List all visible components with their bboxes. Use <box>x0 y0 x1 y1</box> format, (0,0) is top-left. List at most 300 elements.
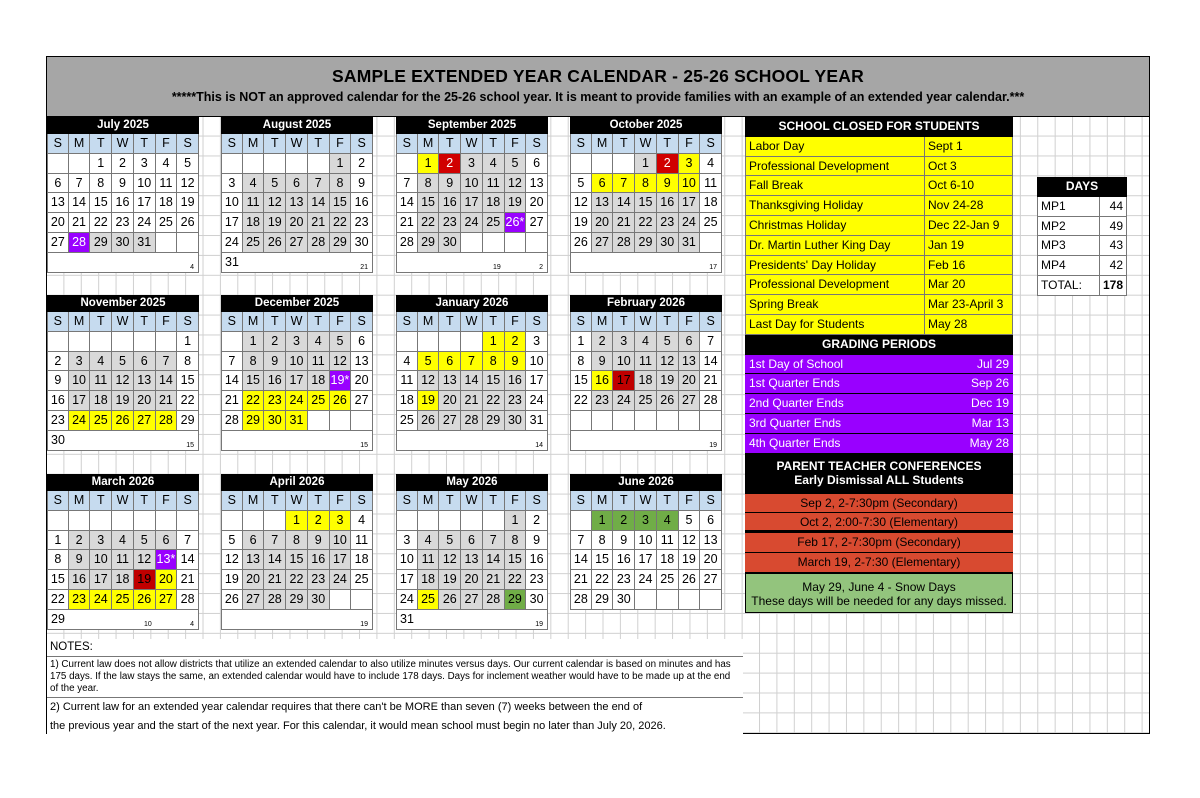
conference-row: Oct 2, 2:00-7:30 (Elementary) <box>745 513 1013 533</box>
day-cell: 2 <box>112 154 134 174</box>
month-grid <box>570 134 722 253</box>
day-cell: 9 <box>592 352 614 372</box>
day-cell <box>330 590 352 610</box>
school-day-count: 15 <box>360 441 368 449</box>
day-cell: 12 <box>570 193 592 213</box>
day-cell: 20 <box>351 371 373 391</box>
day-cell: 4 <box>112 531 134 551</box>
day-cell <box>69 511 91 531</box>
day-cell <box>308 154 330 174</box>
day-cell: 12 <box>134 550 156 570</box>
day-cell: 10 <box>679 174 701 194</box>
month-title: May 2026 <box>396 474 548 491</box>
day-cell: 4 <box>700 154 722 174</box>
day-cell: 25 <box>418 590 440 610</box>
day-cell: 25 <box>657 570 679 590</box>
day-cell: 20 <box>526 193 548 213</box>
day-cell: 20 <box>243 570 265 590</box>
day-cell: 6 <box>439 352 461 372</box>
day-cell: 16 <box>505 371 527 391</box>
closed-row <box>745 295 1013 315</box>
day-cell: 8 <box>505 531 527 551</box>
day-cell: 15 <box>418 193 440 213</box>
day-cell: 1 <box>483 332 505 352</box>
grading-event: 1st Day of School <box>749 356 844 371</box>
day-cell: 12 <box>439 550 461 570</box>
day-cell: 31 <box>286 411 308 431</box>
day-cell: 20 <box>461 570 483 590</box>
closed-date: Mar 20 <box>925 275 1013 294</box>
month-title: January 2026 <box>396 295 548 312</box>
grading-event: 3rd Quarter Ends <box>749 415 842 430</box>
school-day-count: 15 <box>186 441 194 449</box>
day-cell: 4 <box>396 352 418 372</box>
day-cell: 5 <box>221 531 243 551</box>
day-cell: 10 <box>134 174 156 194</box>
day-cell: 29 <box>51 611 65 626</box>
closed-date: Feb 16 <box>925 256 1013 275</box>
day-cell: 22 <box>47 590 69 610</box>
weekday-header: W <box>112 491 134 511</box>
day-cell <box>156 332 178 352</box>
month-title: June 2026 <box>570 474 722 491</box>
day-cell: 24 <box>679 213 701 233</box>
days-value: 42 <box>1100 256 1127 275</box>
day-cell: 6 <box>679 332 701 352</box>
day-cell: 6 <box>461 531 483 551</box>
weekday-header: T <box>90 134 112 154</box>
day-cell: 21 <box>396 213 418 233</box>
weekday-header: T <box>613 134 635 154</box>
day-cell <box>657 590 679 610</box>
day-cell: 27 <box>47 233 69 253</box>
day-cell: 8 <box>177 352 199 372</box>
day-cell: 18 <box>351 550 373 570</box>
grading-event: 4th Quarter Ends <box>749 435 841 450</box>
day-cell: 26 <box>439 590 461 610</box>
day-cell: 27 <box>700 570 722 590</box>
day-cell: 2 <box>505 332 527 352</box>
days-value: 178 <box>1100 276 1127 295</box>
day-cell: 4 <box>657 511 679 531</box>
day-cell: 7 <box>69 174 91 194</box>
notes-section <box>47 639 743 736</box>
day-cell: 22 <box>483 391 505 411</box>
day-cell: 23 <box>112 213 134 233</box>
weekday-header: M <box>69 312 91 332</box>
day-cell <box>461 233 483 253</box>
day-cell: 18 <box>243 213 265 233</box>
day-cell: 22 <box>592 570 614 590</box>
day-cell: 24 <box>134 213 156 233</box>
day-cell: 15 <box>47 570 69 590</box>
days-row <box>1037 276 1127 296</box>
day-cell: 7 <box>308 174 330 194</box>
day-cell: 9 <box>308 531 330 551</box>
weekday-header: S <box>221 491 243 511</box>
day-cell <box>613 154 635 174</box>
day-cell: 17 <box>613 371 635 391</box>
day-cell: 14 <box>396 193 418 213</box>
day-cell: 12 <box>112 371 134 391</box>
day-cell: 29 <box>330 233 352 253</box>
day-cell: 16 <box>112 193 134 213</box>
day-cell: 8 <box>47 550 69 570</box>
day-cell: 5 <box>679 511 701 531</box>
day-cell: 16 <box>439 193 461 213</box>
grading-row <box>745 434 1013 454</box>
day-cell: 22 <box>570 391 592 411</box>
day-cell: 28 <box>177 590 199 610</box>
weekday-header: T <box>308 312 330 332</box>
day-cell: 30 <box>439 233 461 253</box>
day-cell: 14 <box>156 371 178 391</box>
day-cell <box>264 511 286 531</box>
day-cell: 24 <box>613 391 635 411</box>
grading-date: May 28 <box>969 435 1009 450</box>
weekday-header: T <box>657 134 679 154</box>
day-cell <box>526 233 548 253</box>
day-cell: 19 <box>439 570 461 590</box>
month-grid <box>47 491 199 610</box>
day-cell: 24 <box>635 570 657 590</box>
closed-date: May 28 <box>925 315 1013 334</box>
day-cell: 21 <box>483 570 505 590</box>
day-cell: 20 <box>679 371 701 391</box>
weekday-header: T <box>90 491 112 511</box>
day-cell: 12 <box>657 352 679 372</box>
closed-row <box>745 216 1013 236</box>
weekday-header: T <box>264 134 286 154</box>
day-cell: 13 <box>526 174 548 194</box>
grading-date: Mar 13 <box>971 415 1009 430</box>
calendar-sheet <box>46 56 1150 734</box>
day-cell: 23 <box>308 570 330 590</box>
day-cell: 18 <box>418 570 440 590</box>
day-cell: 12 <box>264 193 286 213</box>
month-title: October 2025 <box>570 117 722 134</box>
day-cell: 13 <box>700 531 722 551</box>
day-cell: 7 <box>483 531 505 551</box>
month-title: April 2026 <box>221 474 373 491</box>
day-cell: 22 <box>177 391 199 411</box>
day-cell: 18 <box>308 371 330 391</box>
weekday-header: S <box>570 491 592 511</box>
month-footer <box>396 431 548 451</box>
month-footer <box>221 610 373 630</box>
school-day-count: 4 <box>190 263 194 271</box>
month-november-2025 <box>47 295 199 451</box>
day-cell: 18 <box>112 570 134 590</box>
day-cell <box>418 511 440 531</box>
day-cell: 10 <box>396 550 418 570</box>
day-cell: 26* <box>505 213 527 233</box>
school-day-count: 17 <box>709 263 717 271</box>
weekday-header: F <box>156 134 178 154</box>
days-row <box>1037 236 1127 256</box>
day-cell: 1 <box>418 154 440 174</box>
weekday-header: T <box>483 312 505 332</box>
grading-row <box>745 355 1013 375</box>
day-cell: 30 <box>351 233 373 253</box>
weekday-header: M <box>69 491 91 511</box>
month-march-2026 <box>47 474 199 630</box>
day-cell: 24 <box>286 391 308 411</box>
day-cell: 17 <box>286 371 308 391</box>
day-cell: 20 <box>47 213 69 233</box>
day-cell: 19 <box>264 213 286 233</box>
day-cell: 15 <box>286 550 308 570</box>
day-cell: 20 <box>592 213 614 233</box>
weekday-header: S <box>700 491 722 511</box>
day-cell: 14 <box>461 371 483 391</box>
day-cell <box>90 511 112 531</box>
weekday-header: S <box>700 134 722 154</box>
note-1: 1) Current law does not allow districts that utilize an extended calendar to also utilize minutes versus days. Our current calendar is based on minutes and has 175 days. If the law stays the same, an extended calendar would have to include 178 days. Days for inclement weather would have to be made up at the end of the year. <box>47 657 743 698</box>
day-cell: 9 <box>351 174 373 194</box>
day-cell: 16 <box>47 391 69 411</box>
day-cell: 12 <box>505 174 527 194</box>
day-cell: 22 <box>243 391 265 411</box>
weekday-header: M <box>243 312 265 332</box>
school-day-count: 19 <box>493 263 501 271</box>
day-cell: 22 <box>330 213 352 233</box>
day-cell: 25 <box>483 213 505 233</box>
day-cell: 14 <box>177 550 199 570</box>
weekday-header: T <box>657 312 679 332</box>
day-cell: 26 <box>657 391 679 411</box>
weekday-header: S <box>177 491 199 511</box>
weekday-header: F <box>330 312 352 332</box>
closed-row <box>745 196 1013 216</box>
snow-days-line: May 29, June 4 - Snow Days <box>802 579 956 594</box>
day-cell: 27 <box>679 391 701 411</box>
days-row <box>1037 256 1127 276</box>
weekday-header: F <box>330 134 352 154</box>
day-cell: 25 <box>700 213 722 233</box>
day-cell: 17 <box>635 550 657 570</box>
month-grid <box>221 134 373 253</box>
day-cell: 1 <box>505 511 527 531</box>
day-cell: 13 <box>439 371 461 391</box>
day-cell: 21 <box>177 570 199 590</box>
day-cell: 11 <box>396 371 418 391</box>
month-grid <box>570 491 722 610</box>
day-cell: 29 <box>286 590 308 610</box>
weekday-header: T <box>613 312 635 332</box>
closed-event: Professional Development <box>745 157 925 176</box>
month-grid <box>396 134 548 253</box>
day-cell: 10 <box>90 550 112 570</box>
weekday-header: S <box>177 312 199 332</box>
day-cell: 2 <box>592 332 614 352</box>
notes-heading: NOTES: <box>47 639 743 657</box>
day-cell: 17 <box>69 391 91 411</box>
day-cell: 12 <box>418 371 440 391</box>
closed-event: Fall Break <box>745 176 925 195</box>
day-cell: 9 <box>47 371 69 391</box>
day-cell: 25 <box>351 570 373 590</box>
day-cell: 2 <box>526 511 548 531</box>
day-cell: 2 <box>613 511 635 531</box>
day-cell: 1 <box>243 332 265 352</box>
month-footer <box>396 610 548 630</box>
day-cell <box>221 511 243 531</box>
day-cell <box>700 233 722 253</box>
closed-row <box>745 137 1013 157</box>
day-cell: 3 <box>330 511 352 531</box>
day-cell: 15 <box>177 371 199 391</box>
day-cell: 27 <box>286 233 308 253</box>
month-title: November 2025 <box>47 295 199 312</box>
day-cell: 26 <box>418 411 440 431</box>
day-cell: 22 <box>90 213 112 233</box>
day-cell: 13 <box>243 550 265 570</box>
closed-row <box>745 176 1013 196</box>
day-cell: 16 <box>613 550 635 570</box>
weekday-header: S <box>221 134 243 154</box>
weekday-header: W <box>635 491 657 511</box>
day-cell: 24 <box>396 590 418 610</box>
day-cell: 20 <box>286 213 308 233</box>
weekday-header: S <box>526 134 548 154</box>
month-title: August 2025 <box>221 117 373 134</box>
month-grid <box>221 312 373 431</box>
day-cell <box>483 511 505 531</box>
day-cell: 18 <box>90 391 112 411</box>
day-cell: 5 <box>570 174 592 194</box>
day-cell: 24 <box>69 411 91 431</box>
day-cell: 8 <box>330 174 352 194</box>
day-cell: 20 <box>156 570 178 590</box>
day-cell: 29 <box>592 590 614 610</box>
days-table <box>1037 177 1127 296</box>
day-cell: 11 <box>483 174 505 194</box>
day-cell: 19 <box>418 391 440 411</box>
day-cell: 4 <box>308 332 330 352</box>
closed-event: Dr. Martin Luther King Day <box>745 236 925 255</box>
weekday-header: S <box>351 491 373 511</box>
day-cell: 4 <box>483 154 505 174</box>
day-cell: 11 <box>243 193 265 213</box>
day-cell: 2 <box>308 511 330 531</box>
day-cell: 25 <box>156 213 178 233</box>
day-cell: 26 <box>177 213 199 233</box>
month-title: March 2026 <box>47 474 199 491</box>
weekday-header: F <box>505 134 527 154</box>
day-cell: 10 <box>526 352 548 372</box>
weekday-header: S <box>526 312 548 332</box>
day-cell: 31 <box>134 233 156 253</box>
day-cell <box>47 154 69 174</box>
day-cell: 6 <box>351 332 373 352</box>
month-footer <box>221 253 373 273</box>
days-label: MP3 <box>1037 236 1100 255</box>
day-cell <box>700 590 722 610</box>
day-cell: 3 <box>221 174 243 194</box>
closed-event: Labor Day <box>745 137 925 156</box>
day-cell: 22 <box>418 213 440 233</box>
day-cell: 28 <box>308 233 330 253</box>
day-cell: 3 <box>526 332 548 352</box>
conference-header <box>745 454 1013 494</box>
day-cell: 27 <box>243 590 265 610</box>
weekday-header: M <box>592 491 614 511</box>
weekday-header: T <box>483 491 505 511</box>
closed-date: Oct 6-10 <box>925 176 1013 195</box>
weekday-header: S <box>47 312 69 332</box>
weekday-header: W <box>286 312 308 332</box>
day-cell: 11 <box>635 352 657 372</box>
weekday-header: W <box>286 491 308 511</box>
day-cell: 13 <box>286 193 308 213</box>
day-cell: 8 <box>90 174 112 194</box>
weekday-header: W <box>112 312 134 332</box>
day-cell: 30 <box>505 411 527 431</box>
day-cell <box>134 332 156 352</box>
day-cell: 19 <box>657 371 679 391</box>
day-cell: 14 <box>700 352 722 372</box>
note-2-line-2: the previous year and the start of the next year. For this calendar, it would mean school must begin no later than July 20, 2026. <box>50 720 666 732</box>
day-cell: 14 <box>570 550 592 570</box>
page-title: SAMPLE EXTENDED YEAR CALENDAR - 25-26 SCHOOL YEAR <box>332 66 864 86</box>
day-cell: 4 <box>90 352 112 372</box>
day-cell: 23 <box>439 213 461 233</box>
day-cell: 15 <box>243 371 265 391</box>
day-cell <box>396 511 418 531</box>
day-cell: 21 <box>700 371 722 391</box>
day-cell: 30 <box>657 233 679 253</box>
month-grid <box>47 312 199 431</box>
closed-row <box>745 275 1013 295</box>
day-cell <box>177 233 199 253</box>
day-cell <box>635 411 657 431</box>
day-cell <box>570 154 592 174</box>
weekday-header: T <box>134 312 156 332</box>
day-cell: 14 <box>264 550 286 570</box>
day-cell: 17 <box>461 193 483 213</box>
weekday-header: S <box>570 134 592 154</box>
day-cell <box>396 154 418 174</box>
day-cell: 8 <box>592 531 614 551</box>
day-cell: 12 <box>330 352 352 372</box>
month-footer <box>570 253 722 273</box>
day-cell <box>156 233 178 253</box>
day-cell: 27 <box>439 411 461 431</box>
day-cell: 31 <box>400 611 414 626</box>
day-cell: 15 <box>90 193 112 213</box>
month-footer <box>221 431 373 451</box>
closed-row <box>745 256 1013 276</box>
weekday-header: F <box>505 491 527 511</box>
day-cell: 1 <box>330 154 352 174</box>
day-cell: 22 <box>286 570 308 590</box>
day-cell: 29 <box>243 411 265 431</box>
day-cell: 23 <box>592 391 614 411</box>
days-label: TOTAL: <box>1037 276 1100 295</box>
weekday-header: W <box>461 491 483 511</box>
day-cell: 4 <box>351 511 373 531</box>
day-cell: 9 <box>613 531 635 551</box>
day-cell: 21 <box>221 391 243 411</box>
side-panel <box>745 117 1013 613</box>
day-cell: 23 <box>351 213 373 233</box>
day-cell: 3 <box>635 511 657 531</box>
weekday-header: T <box>439 312 461 332</box>
weekday-header: T <box>134 491 156 511</box>
day-cell: 13 <box>679 352 701 372</box>
day-cell: 16 <box>351 193 373 213</box>
